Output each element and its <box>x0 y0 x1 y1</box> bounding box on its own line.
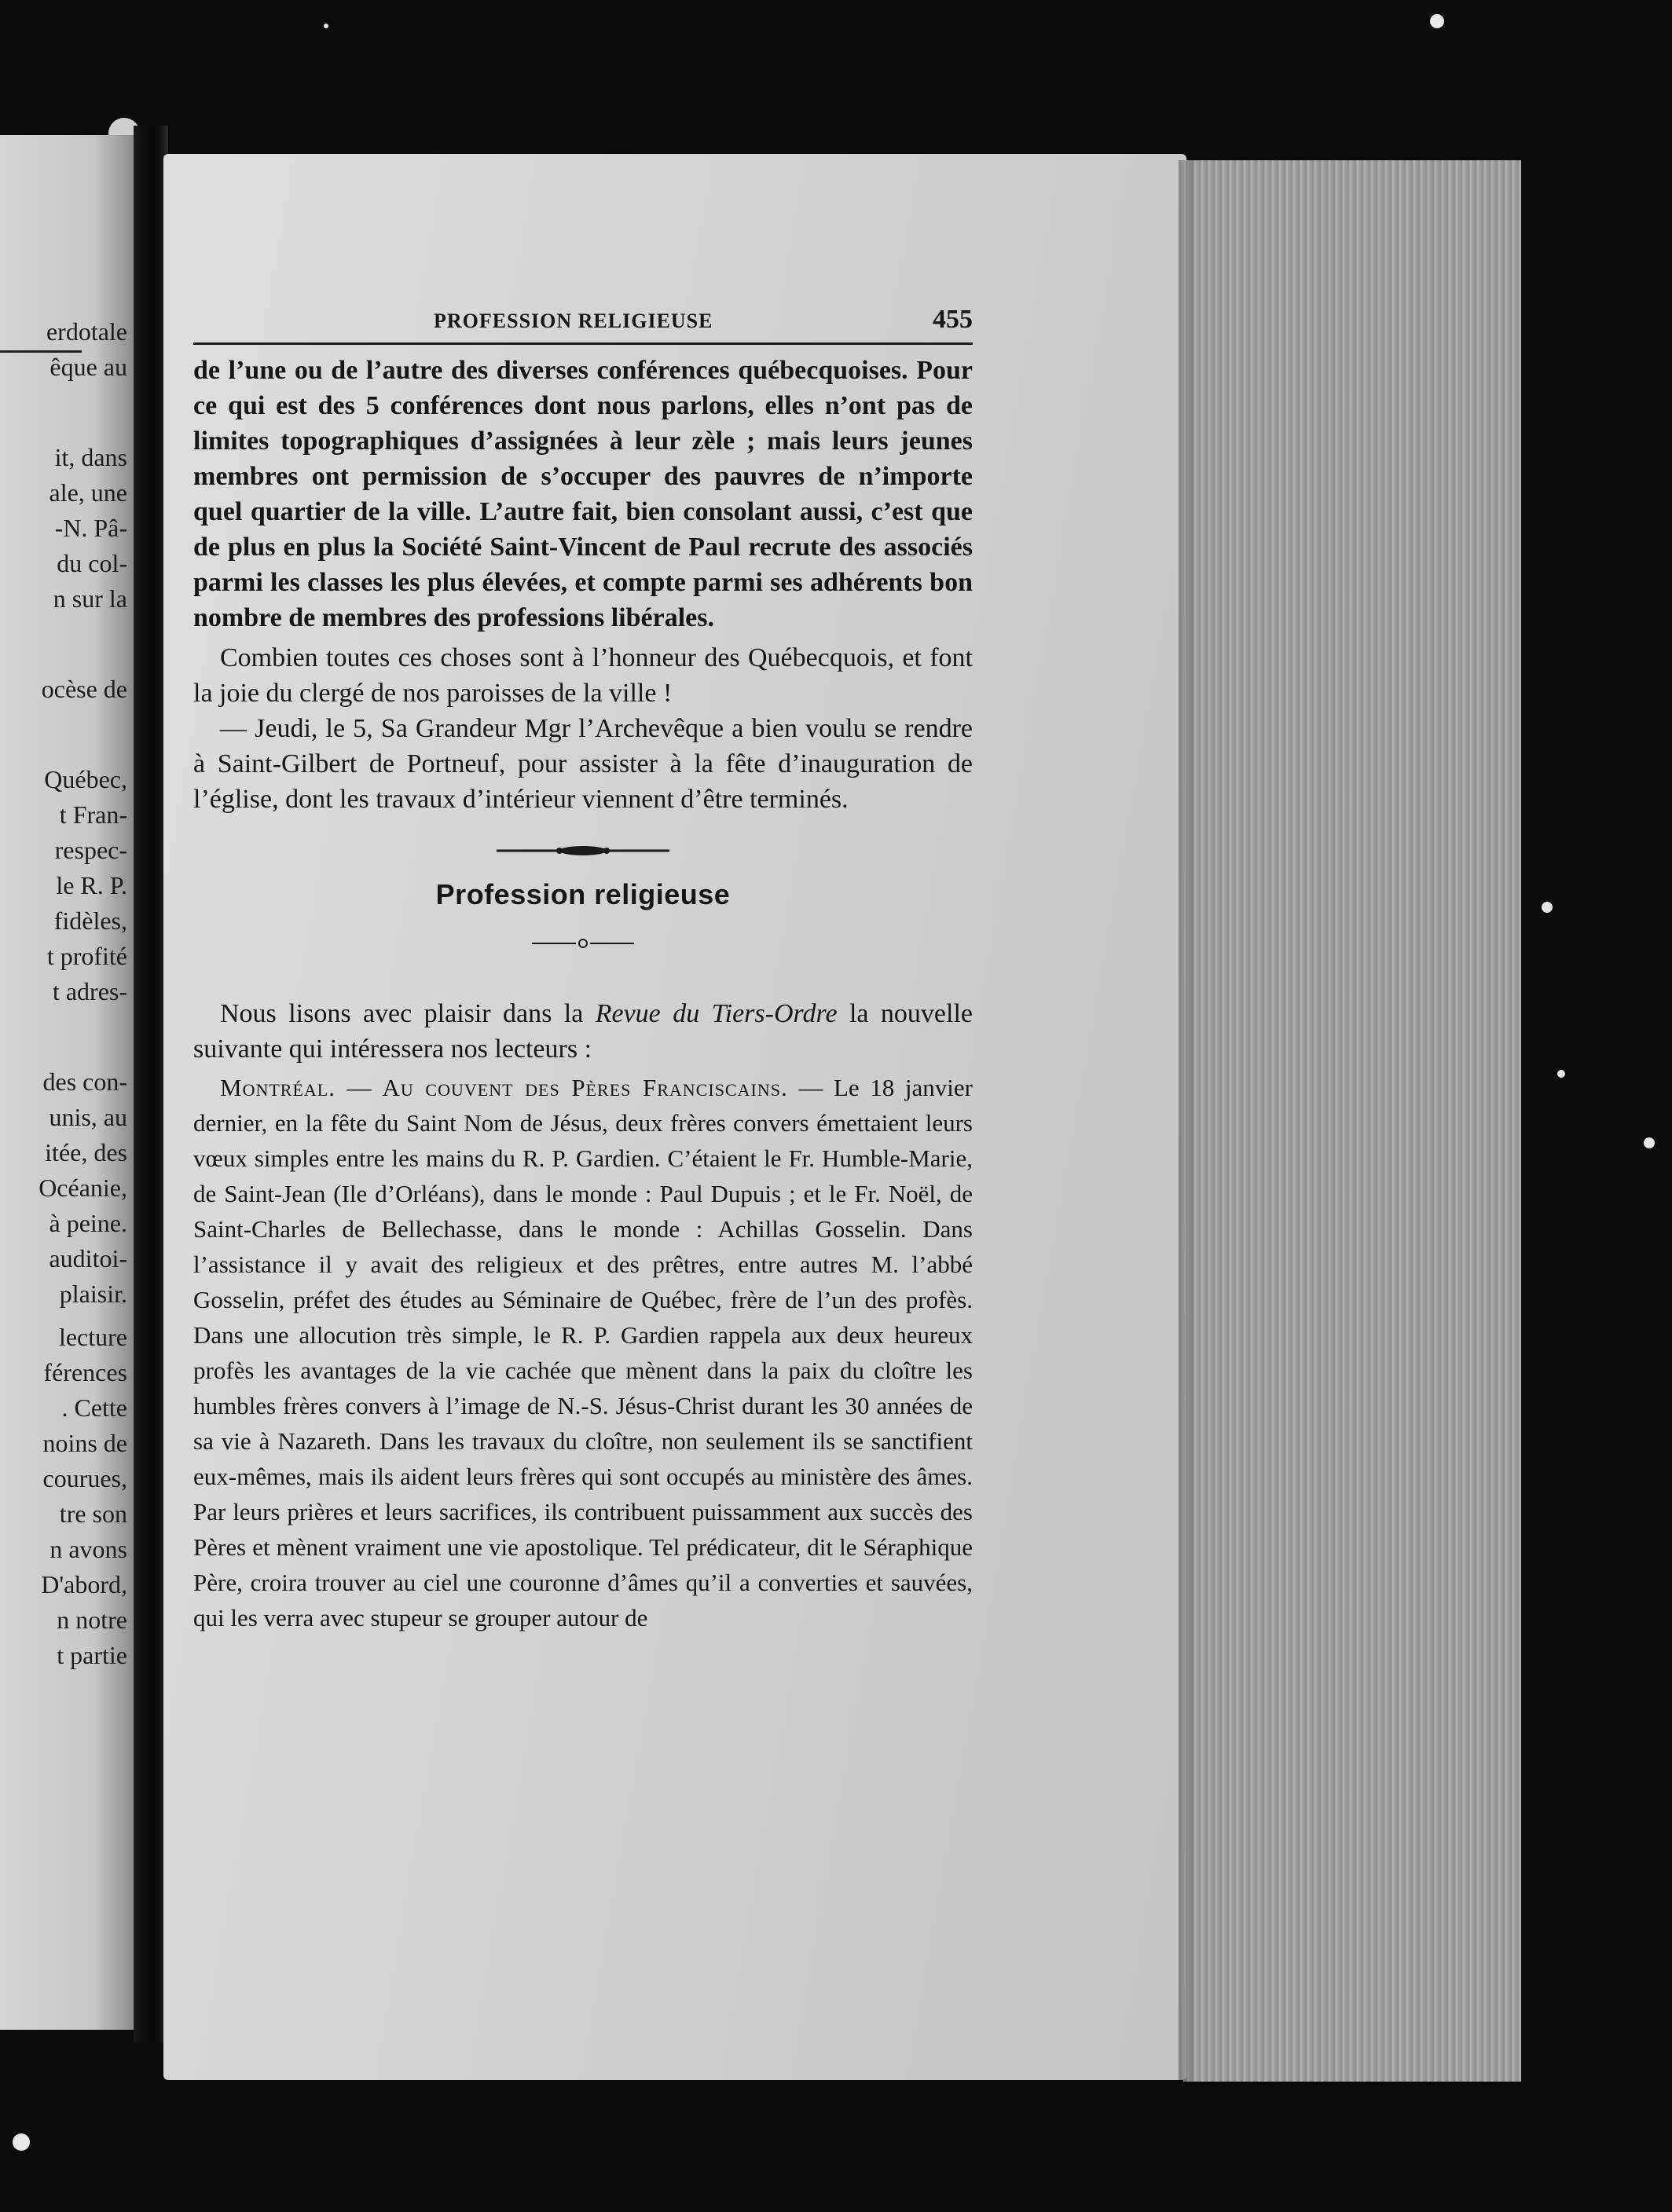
left-page-fragment: ocèse de <box>41 675 127 703</box>
left-facing-page <box>0 135 134 2030</box>
left-page-fragment: noins de <box>42 1429 127 1457</box>
page-edge-shadow <box>1179 160 1197 2082</box>
left-page-fragment: n notre <box>57 1606 127 1634</box>
left-page-fragment: erdotale <box>46 317 127 346</box>
intro-text-end: la nouvelle suivante qui intéressera nos lecteurs : <box>193 999 973 1064</box>
left-page-fragment: plaisir. <box>59 1280 127 1308</box>
header-rule <box>193 342 973 345</box>
left-page-fragment: it, dans <box>54 443 127 471</box>
left-page-fragment: . Cette <box>61 1393 127 1422</box>
section-ornament <box>193 839 973 862</box>
left-page-fragment: lecture <box>58 1323 127 1351</box>
page-content <box>193 305 973 1635</box>
running-title: PROFESSION RELIGIEUSE <box>434 309 713 332</box>
left-page-fragment: t adres- <box>52 977 127 1005</box>
left-page-fragment: unis, au <box>49 1103 127 1131</box>
section-heading: Profession religieuse <box>435 878 731 910</box>
journal-title: Revue du Tiers-Ordre <box>595 999 838 1028</box>
left-page-fragment: ale, une <box>49 478 127 507</box>
page-number: 455 <box>933 305 973 334</box>
left-page-fragment: des con- <box>42 1068 127 1096</box>
left-page-fragment: t partie <box>57 1641 127 1669</box>
left-page-fragment: t profité <box>46 942 127 970</box>
dateline: Montréal. — Au couvent des Pères Franciscains. <box>220 1074 788 1101</box>
left-page-fragment: n sur la <box>53 584 127 613</box>
small-rule-icon <box>532 936 634 951</box>
left-page-fragment: -N. Pâ- <box>54 514 127 542</box>
left-page-fragment: du col- <box>57 549 127 577</box>
left-page-fragment: courues, <box>42 1464 127 1492</box>
left-page-fragment: t Fran- <box>59 800 127 829</box>
report-paragraph <box>193 1070 973 1635</box>
paragraph-honneur: Combien toutes ces choses sont à l’honneur des Québecquois, et font la joie du clergé de nos paroisses de la ville ! <box>193 643 973 708</box>
intro-text-start: Nous lisons avec plaisir dans la <box>220 999 596 1028</box>
left-page-fragment: Océanie, <box>38 1174 127 1202</box>
paragraph-portneuf: — Jeudi, le 5, Sa Grandeur Mgr l’Archevêque a bien voulu se rendre à Saint-Gilbert de Portneuf, pour assister à la fête d’inauguration de l’église, dont les travaux d’intérieur viennent d’être terminés. <box>193 714 973 814</box>
left-page-fragment: respec- <box>54 836 127 864</box>
left-page-fragment: le R. P. <box>56 871 127 899</box>
intro-paragraph <box>193 996 973 1067</box>
left-page-fragment: n avons <box>50 1535 127 1563</box>
running-head <box>193 305 973 342</box>
left-page-fragment: êque au <box>50 353 127 381</box>
left-page-fragment: Québec, <box>44 765 127 793</box>
ornament-rule-icon <box>497 843 669 859</box>
book-fore-edge <box>1183 160 1521 2082</box>
left-page-fragment: D'abord, <box>41 1570 127 1599</box>
report-text: — Le 18 janvier dernier, en la fête du Saint Nom de Jésus, deux frères convers émettaient leurs vœux simples entre les mains du R. P. Gardien. C’étaient le Fr. Humble-Marie, de Saint-Jean (Ile d’Orléans), dans le monde : Paul Dupuis ; et le Fr. Noël, de Saint-Charles de Bellechasse, dans le monde : Achillas Gosselin. Dans l’assistance il y avait des religieux et des prêtres, entre autres M. l’abbé Gosselin, préfet des études au Séminaire de Québec, frère de l’un des profès. Dans une allocution très simple, le R. P. Gardien rappela aux deux heureux profès les avantages de la vie cachée que mènent dans la paix du cloître les humbles frères convers à l’image de N.-S. Jésus-Christ durant les 30 années de sa vie à Nazareth. Dans les travaux du cloître, non seulement ils se sanctifient eux-mêmes, mais ils aident leurs frères qui sont occupés au ministère des âmes. Par leurs prières et leurs sacrifices, ils contribuent puissamment aux succès des Pères et mènent vraiment une vie apostolique. Tel prédicateur, dit le Séraphique Père, croira trouver au ciel une couronne d’âmes qu’il a converties et sauvées, qui les verra avec stupeur se grouper autour de <box>193 1074 973 1632</box>
left-page-fragment: férences <box>43 1358 127 1386</box>
heading-ornament <box>193 932 973 955</box>
left-page-fragment: itée, des <box>45 1138 127 1166</box>
paragraph-conferences: de l’une ou de l’autre des diverses conférences québecquoises. Pour ce qui est des 5 conférences dont nous parlons, elles n’ont pas de limites topographiques d’assignées à leur zèle ; mais leurs jeunes membres ont permission de s’occuper des pauvres de n’importe quel quartier de la ville. L’autre fait, bien consolant aussi, c’est que de plus en plus la Société Saint-Vincent de Paul recrute des associés parmi les classes les plus élevées, et compte parmi ses adhérents bon nombre de membres des professions libérales. <box>193 356 973 632</box>
left-page-fragment: fidèles, <box>53 906 127 935</box>
left-page-fragment: tre son <box>59 1500 127 1528</box>
left-page-fragment: auditoi- <box>49 1244 127 1273</box>
left-page-fragment: à peine. <box>49 1209 127 1237</box>
